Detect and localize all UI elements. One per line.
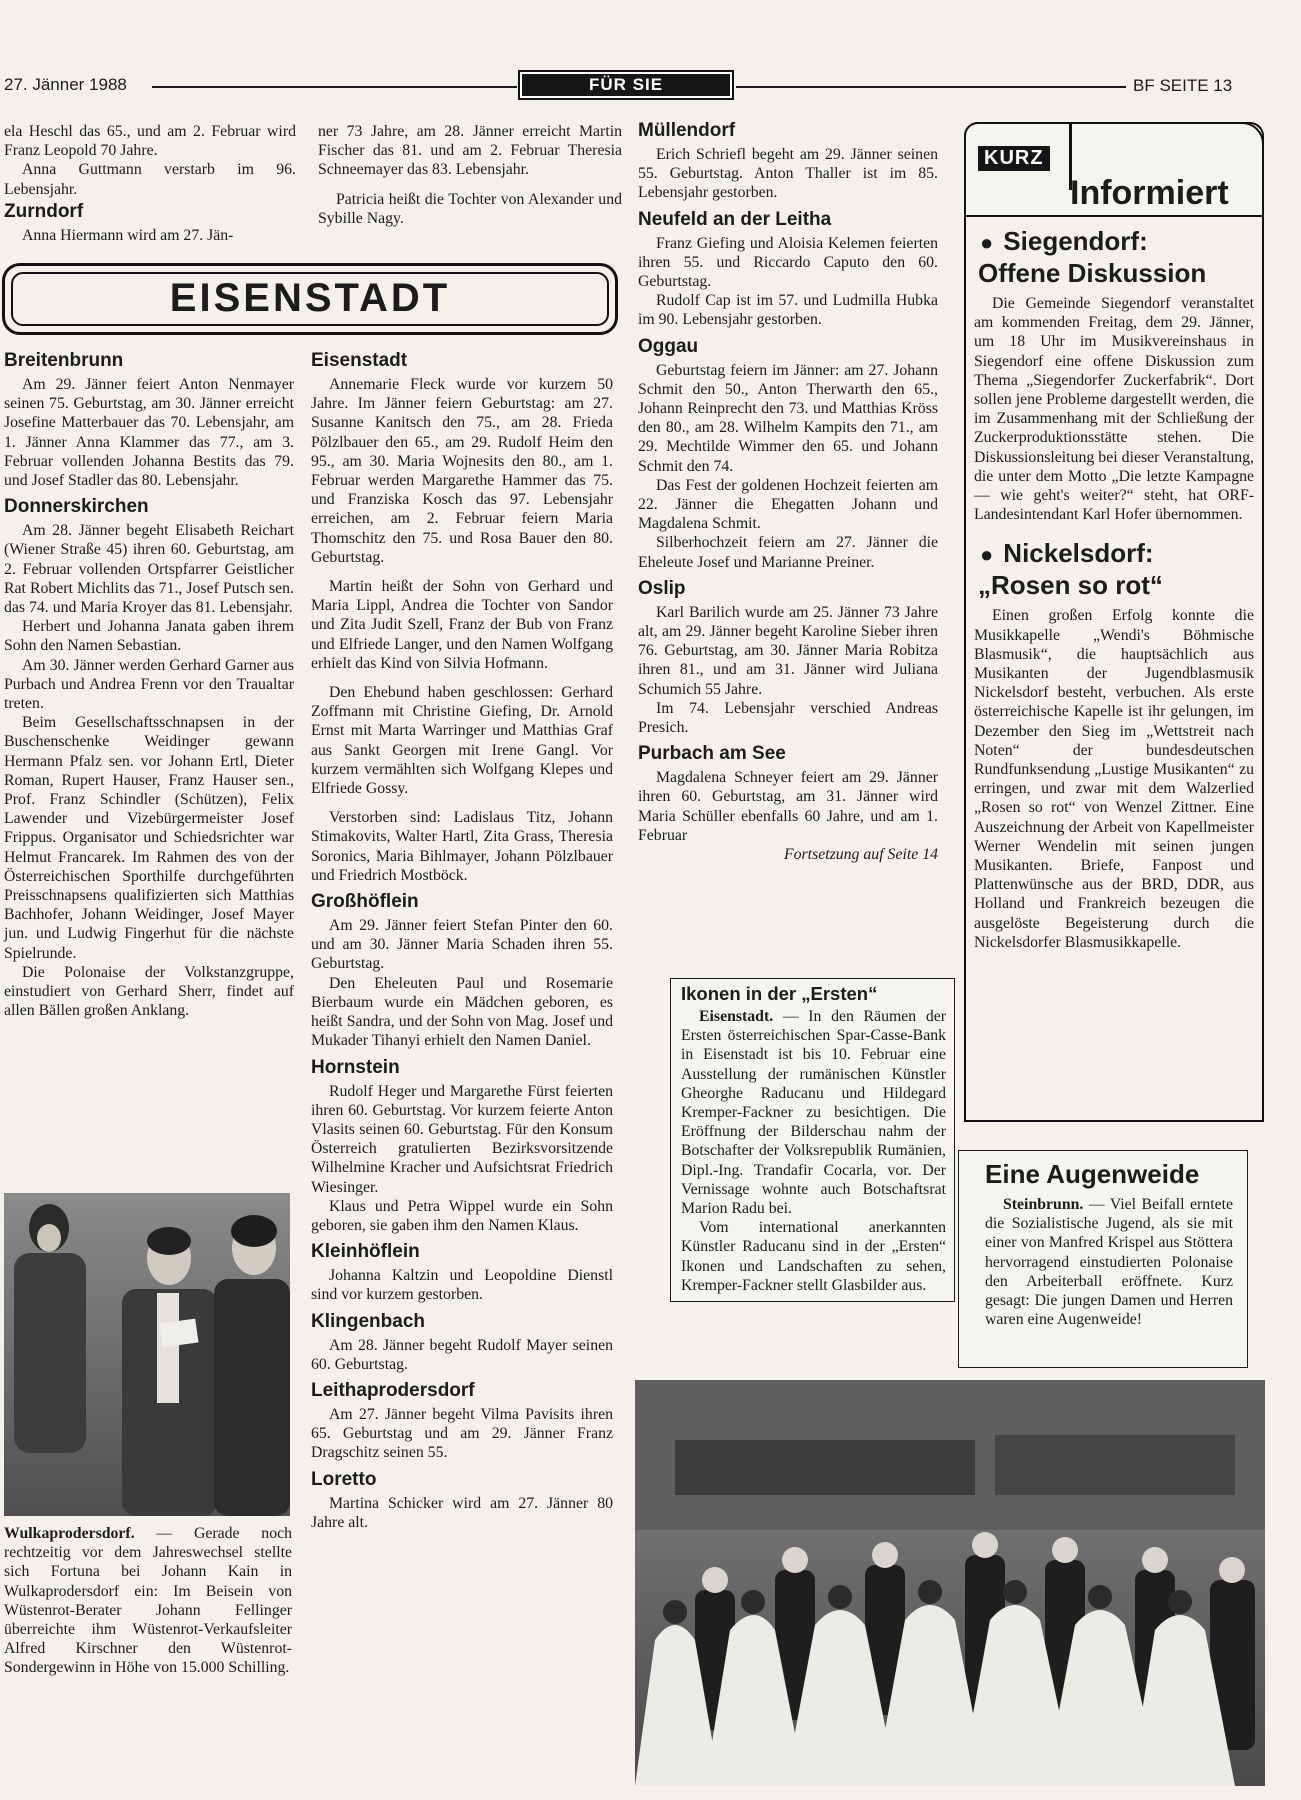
place-heading: Leithaprodersdorf — [311, 1379, 475, 1401]
place-heading: Oggau — [638, 335, 699, 357]
photo-figures — [4, 1193, 290, 1516]
ikonen-lead: Eisenstadt. — [699, 1008, 774, 1025]
place-heading: Eisenstadt — [311, 350, 408, 371]
paragraph: Magdalena Schneyer feiert am 29. Jänner ihren 60. Geburtstag, am 31. Jänner wird Maria Schüller ebenfalls 60 Jahre, und am 1. Februar — [638, 769, 938, 844]
item-place: Nickelsdorf: — [1003, 538, 1154, 569]
paragraph: Am 28. Jänner begeht Rudolf Mayer seinen 60. Geburtstag. — [311, 1336, 613, 1373]
header-rule-left — [152, 86, 517, 88]
continuation-note: Fortsetzung auf Seite 14 — [783, 846, 938, 864]
photo-caption — [4, 1524, 292, 1678]
bullet-icon: ● — [980, 542, 994, 568]
item-text: Einen großen Erfolg konnte die Musikkapelle „Wendi's Böhmische Blasmusik“, die hauptsächlich aus Musikanten der Jugendblasmusik Nickelsdorf besteht, verbuchen. Als erste österreichische Kapelle ist ihr gelungen, im Dezember den Sieg im „Wettstreit nach Noten“ der bundesdeutschen Rundfunksendung „Lustige Musikanten“ zu erringen, und zwar mit dem Walzerlied „Rosen so rot“ von Wenzel Zittner. Eine Auszeichnung der Arbeit von Kapellmeister Werner Wendelin mit seinen jungen Musikanten. Briefe, Fanpost und Plattenwünsche aus der BRD, DDR, aus Holland und Frankreich bezeugen die ausgelöste Begeisterung durch die Nickelsdorfer Blasmusikkapelle. — [974, 607, 1254, 951]
paragraph: Die Polonaise der Volkstanzgruppe, einstudiert von Gerhard Sherr, findet auf allen Bällen großen Anklang. — [4, 963, 294, 1020]
place-heading-zurndorf: Zurndorf — [4, 200, 84, 222]
caption-lead: Wulkaprodersdorf. — [4, 1525, 135, 1542]
paragraph: Den Eheleuten Paul und Rosemarie Bierbaum wurde ein Mädchen geboren, es heißt Sandra, und der Sohn von Mag. Josef und Mukader Tihanyi erhielt den Namen Daniel. — [311, 974, 613, 1050]
paragraph: Am 29. Jänner feiert Anton Nenmayer seinen 75. Geburtstag, am 30. Jänner erreicht Josefine Matterbauer das 70. Lebensjahr, am 1. Jänner Anna Klammer das 77., am 3. Februar vollenden Johanna Bestits das 79. und Josef Stadler das 80. Lebensjahr. — [4, 376, 294, 490]
snippet-text: ner 73 Jahre, am 28. Jänner erreicht Martin Fischer das 81. und am 2. Februar Theresia Schneemayer das 83. Lebensjahr. — [318, 123, 622, 179]
page-date: 27. Jänner 1988 — [4, 75, 127, 94]
top-snippet-col1 — [4, 122, 296, 245]
paragraph: Am 27. Jänner begeht Vilma Pavisits ihren 65. Geburtstag und am 29. Jänner Franz Dragschitz seinen 55. — [311, 1405, 613, 1462]
paragraph: Rudolf Heger und Margarethe Fürst feierten ihren 60. Geburtstag. Vor kurzem feierte Anton Vlasits seinen 60. Geburtstag. Für den Konsum Österreich gratulierten Bezirksvorsitzende Wilhelmine Kracher und Aufsichtsrat Friedrich Wiesinger. — [311, 1082, 613, 1196]
snippet-text: ela Heschl das 65., und am 2. Februar wird Franz Leopold 70 Jahre. — [4, 123, 296, 160]
section-title: FÜR SIE — [522, 74, 730, 96]
augenweide-title: Eine Augenweide — [985, 1159, 1200, 1189]
place-heading: Hornstein — [311, 1056, 400, 1078]
city-banner — [2, 263, 618, 335]
place-heading: Müllendorf — [638, 120, 736, 141]
place-heading: Breitenbrunn — [4, 350, 124, 371]
ikonen-title: Ikonen in der „Ersten“ — [681, 983, 878, 1004]
augenweide-lead: Steinbrunn. — [1003, 1196, 1084, 1213]
photo-dancers — [635, 1380, 1265, 1786]
ikonen-text: — In den Räumen der Ersten österreichischen Spar-Casse-Bank in Eisenstadt ist bis 10. Februar eine Ausstellung der rumänischen Künstler Gheorghe Raducanu und Hildegard Kremper-Fackner zu besichtigen. Die Eröffnung der Bilderschau nahm der Botschafter der Volksrepublik Rumänien, Dipl.-Ing. Trandafir Cocarla, vor. Der Vernissage wohnte auch Botschaftsrat Marion Radu bei. — [681, 1008, 946, 1218]
caption-text: — Gerade noch rechtzeitig vor dem Jahreswechsel stellte sich Fortuna bei Johann Kain in Wulkaprodersdorf ein: Im Beisein von Wüstenrot-Berater Johann Fellinger überreichte ihm Wüstenrot-Verkaufsleiter Alfred Kirschner den Wüstenrot-Sondergewinn in Höhe von 15.000 Schilling. — [4, 1525, 292, 1677]
photo-polonaise — [635, 1380, 1265, 1786]
bullet-icon: ● — [980, 230, 994, 255]
column-2 — [311, 350, 613, 1532]
city-banner-title: EISENSTADT — [169, 276, 451, 320]
item-text: Die Gemeinde Siegendorf veranstaltet am kommenden Freitag, dem 29. Jänner, um 18 Uhr im Musikvereinshaus in Siegendorf eine offene Diskussion zum Thema „Siegendorfer Zuckerfabrik“. Dort sollen jene Probleme dargestellt werden, die im Zusammenhang mit der Schließung der Zuckerproduktionsstätte stehen. Die Diskussionsleitung bei dieser Veranstaltung, die unter dem Motto „Die letzte Kampagne — wie geht's weiter?“ steht, hat ORF-Landesintendant Karl Hofer übernommen. — [974, 295, 1254, 524]
item-heading — [980, 538, 1254, 570]
ikonen-box — [670, 978, 955, 1302]
place-heading: Klingenbach — [311, 1310, 426, 1332]
paragraph: Am 30. Jänner werden Gerhard Garner aus Purbach und Andrea Frenn vor den Traualtar treten. — [4, 656, 294, 713]
kurz-header — [964, 122, 1264, 217]
augenweide-text: — Viel Beifall erntete die Sozialistische Jugend, als sie mit einer von Manfred Krispel aus Stöttera hervorragend einstudierten Polonaise den Arbeiterball eröffnete. Kurz gesagt: Die jungen Damen und Herren waren eine Augenweide! — [985, 1196, 1233, 1329]
snippet-text: Patricia heißt die Tochter von Alexander und Sybille Nagy. — [318, 190, 622, 227]
place-heading: Großhöflein — [311, 891, 419, 913]
place-heading: Purbach am See — [638, 743, 786, 765]
section-banner — [518, 70, 734, 100]
paragraph: Geburtstag feiern im Jänner: am 27. Johann Schmit den 50., Anton Therwarth den 65., Johann Reinprecht den 73. und Matthias Kröss den 80., am 28. Wilhelm Kampits den 71., am 29. Mechtilde Wimmer den 65. und Johann Schmit den 74. — [638, 361, 938, 475]
item-heading — [980, 226, 1254, 258]
item-place: Siegendorf: — [1003, 226, 1148, 256]
paragraph: Martina Schicker wird am 27. Jänner 80 Jahre alt. — [311, 1494, 613, 1531]
paragraph: Am 28. Jänner begeht Elisabeth Reichart (Wiener Straße 45) ihren 60. Geburtstag, am 2. Februar vollenden Ortspfarrer Geistlicher Rat Robert Michlits das 71., Josef Putsch sen. das 74. und Maria Kroyer das 81. Lebensjahr. — [4, 522, 294, 617]
top-snippet-col2 — [318, 122, 622, 228]
paragraph: Martin heißt der Sohn von Gerhard und Maria Lippl, Andrea die Tochter von Sandor und Zita Judit Szell, Franz der Bub von Franz und Elfriede Langer, und den Namen Wolfgang erhielt das Kind von Silvia Hofmann. — [311, 578, 613, 672]
paragraph: Karl Barilich wurde am 25. Jänner 73 Jahre alt, am 29. Jänner begeht Karoline Sieber ihren 76. Geburtstag, am 30. Jänner Maria Robitza ihren 81., und am 31. Jänner wird Juliana Schumich 55 Jahre. — [638, 603, 938, 698]
paragraph: Beim Gesellschaftsschnapsen in der Buschenschenke Weidinger gewann Hermann Pfalz sen. vor Johann Ertl, Dieter Roman, Rupert Hauser, Franz Hauser sen., Prof. Franz Schindler (Schützen), Felix Lawender und Vizebürgermeister Josef Frippus. Organisator und Schiedsrichter war Helmut Francarek. Im Rahmen des von der Österreichischen Sporthilfe durchgeführten Preisschnapsens qualifizierten sich Matthias Bachhofer, Johann Weidinger, Josef Mayer jun. und Ludwig Fingerhut für die nächste Spielrunde. — [4, 714, 294, 962]
header-rule-right — [736, 86, 1126, 88]
place-heading: Donnerskirchen — [4, 496, 149, 518]
paragraph: Verstorben sind: Ladislaus Titz, Johann Stimakovits, Walter Hartl, Zita Grass, Theresia Soronics, Maria Bihlmayer, Johann Pölzlbauer und Friedrich Mostböck. — [311, 809, 613, 884]
column-3 — [638, 120, 938, 864]
item-title: „Rosen so rot“ — [978, 570, 1163, 601]
paragraph: Silberhochzeit feiern am 27. Jänner die Eheleute Josef und Marianne Preiner. — [638, 534, 938, 571]
place-heading: Oslip — [638, 577, 686, 599]
item-title: Offene Diskussion — [978, 258, 1207, 288]
kurz-label: KURZ — [978, 146, 1050, 171]
paragraph: Erich Schriefl begeht am 29. Jänner seinen 55. Geburtstag. Anton Thaller ist im 85. Lebensjahr gestorben. — [638, 146, 938, 202]
informiert-label: Informiert — [1070, 174, 1229, 212]
paragraph: Rudolf Cap ist im 57. und Ludmilla Hubka im 90. Lebensjahr gestorben. — [638, 292, 938, 329]
paragraph: Herbert und Johanna Janata gaben ihrem Sohn den Namen Sebastian. — [4, 618, 294, 655]
augenweide-box — [958, 1150, 1248, 1368]
ikonen-text-2: Vom international anerkannten Künstler Raducanu sind in der „Ersten“ Ikonen und Landschaften zu sehen, Kremper-Fackner stellt Glasbilder aus. — [681, 1219, 946, 1294]
column-1 — [4, 350, 294, 1021]
paragraph: Johanna Kaltzin und Leopoldine Dienstl sind vor kurzem gestorben. — [311, 1267, 613, 1304]
page-number: BF SEITE 13 — [1133, 76, 1233, 95]
place-heading: Loretto — [311, 1468, 377, 1490]
paragraph: Annemarie Fleck wurde vor kurzem 50 Jahre. Im Jänner feiern Geburtstag: am 27. Susanne Kanitsch den 75., am 28. Frieda Pölzlbauer den 65., am 29. Rudolf Heim den 95., am 30. Maria Wojnesits den 80., am 1. Februar werden Margarethe Hammer das 75. und Franziska Kosch das 97. Lebensjahr erreichen, am 2. Februar feiern Maria Thomschitz den 75. und Rosa Bauer den 80. Geburtstag. — [311, 376, 613, 566]
paragraph: Klaus und Petra Wippel wurde ein Sohn geboren, sie gaben ihm den Namen Klaus. — [311, 1197, 613, 1234]
paragraph: Franz Giefing und Aloisia Kelemen feierten ihren 55. und Riccardo Caputo den 60. Geburtstag. — [638, 234, 938, 291]
place-heading: Kleinhöflein — [311, 1241, 420, 1263]
place-heading: Neufeld an der Leitha — [638, 208, 832, 230]
paragraph: Den Ehebund haben geschlossen: Gerhard Zoffmann mit Christine Giefing, Dr. Arnold Ernst mit Marta Warringer und Matthias Graf aus Sankt Georgen mit Irene Gangl. Vor kurzem vermählten sich Wolfgang Klepes und Elfriede Gossy. — [311, 684, 613, 798]
paragraph: Das Fest der goldenen Hochzeit feierten am 22. Jänner die Ehegatten Johann und Magdalena Schmit. — [638, 476, 938, 533]
paragraph: Am 29. Jänner feiert Stefan Pinter den 60. und am 30. Jänner Maria Schaden ihren 55. Geburtstag. — [311, 917, 613, 973]
snippet-text: Anna Guttmann verstarb im 96. Lebensjahr. — [4, 161, 296, 198]
paragraph: Im 74. Lebensjahr verschied Andreas Presich. — [638, 699, 938, 737]
column-4 — [974, 226, 1254, 952]
photo-wulkaprodersdorf — [4, 1193, 290, 1516]
snippet-text: Anna Hiermann wird am 27. Jän- — [22, 226, 234, 244]
